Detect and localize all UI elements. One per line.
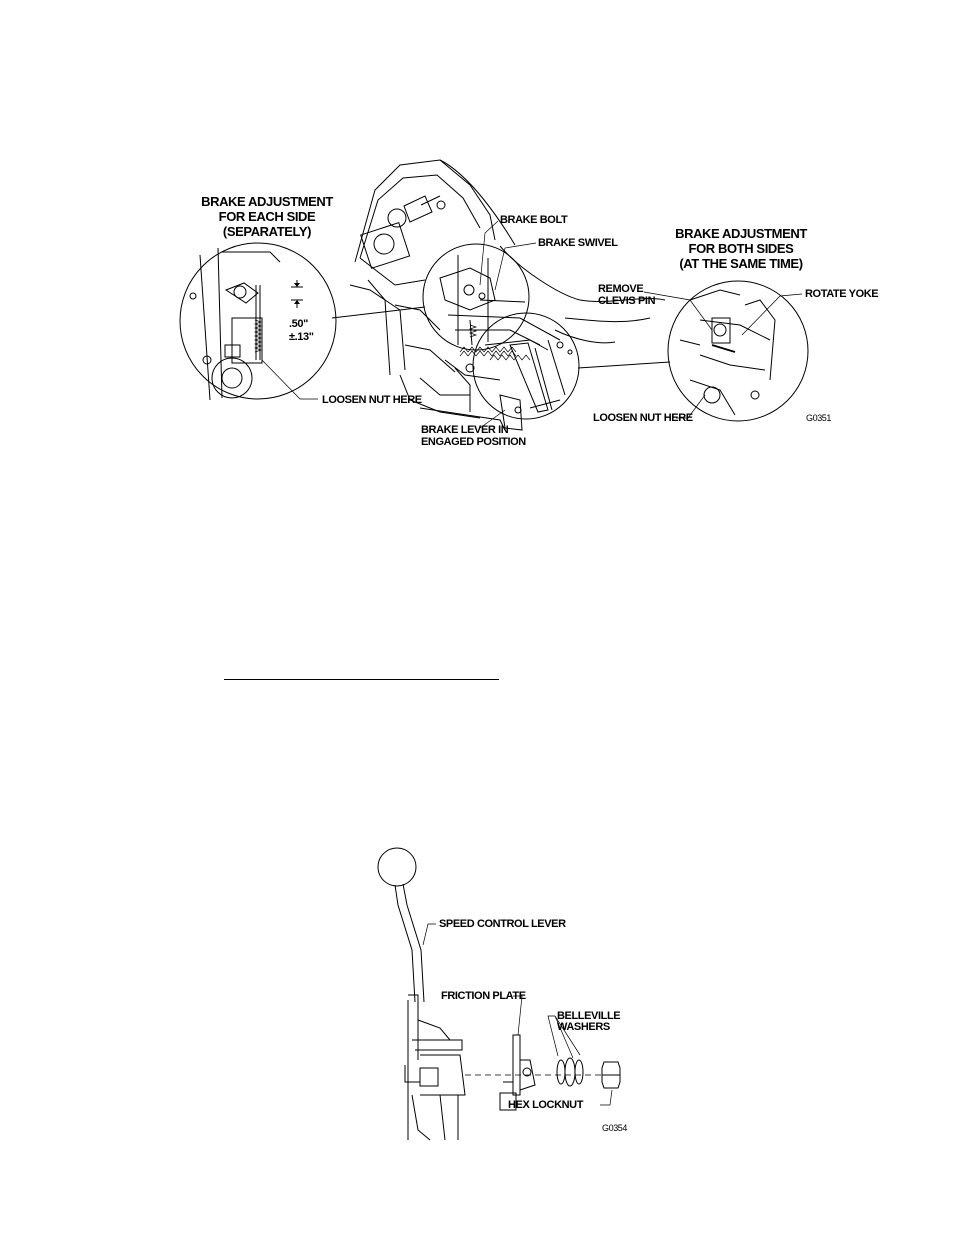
left-title-line2: FOR EACH SIDE [218, 209, 316, 224]
label-brake-bolt: BRAKE BOLT [500, 214, 568, 226]
right-magnified-circle [668, 281, 808, 421]
label-brake-lever-1: BRAKE LEVER IN [421, 424, 509, 436]
lower-detail-parts [485, 340, 572, 410]
figure-id-g0351: G0351 [806, 413, 832, 423]
dimension-value: .50" [289, 318, 308, 330]
right-magnified-parts [680, 290, 775, 415]
right-title-line2: FOR BOTH SIDES [688, 241, 794, 256]
label-rotate-yoke: ROTATE YOKE [805, 288, 879, 300]
dimension-tolerance: ±.13" [289, 331, 314, 343]
figure-id-g0354: G0354 [602, 1123, 628, 1133]
right-connector-line [578, 362, 670, 368]
right-title-line1: BRAKE ADJUSTMENT [675, 226, 807, 241]
label-loosen-nut-left: LOOSEN NUT HERE [322, 394, 422, 406]
label-belleville-2: WASHERS [557, 1021, 610, 1033]
label-friction-plate: FRICTION PLATE [441, 990, 526, 1002]
label-remove-clevis-2: CLEVIS PIN [598, 295, 656, 307]
label-speed-control-lever: SPEED CONTROL LEVER [439, 918, 566, 930]
brake-lever-detail-circle [473, 313, 579, 419]
left-connector-line [332, 307, 425, 318]
label-remove-clevis-1: REMOVE [598, 283, 644, 295]
left-title-line3: (SEPARATELY) [222, 224, 312, 239]
label-hex-locknut: HEX LOCKNUT [508, 1099, 584, 1111]
right-title-line3: (AT THE SAME TIME) [679, 256, 803, 271]
left-magnified-parts [190, 248, 303, 400]
label-belleville-1: BELLEVILLE [557, 1010, 621, 1022]
label-brake-swivel: BRAKE SWIVEL [538, 237, 618, 249]
label-brake-lever-2: ENGAGED POSITION [421, 436, 526, 448]
label-loosen-nut-right: LOOSEN NUT HERE [593, 412, 693, 424]
left-title-line1: BRAKE ADJUSTMENT [201, 194, 333, 209]
